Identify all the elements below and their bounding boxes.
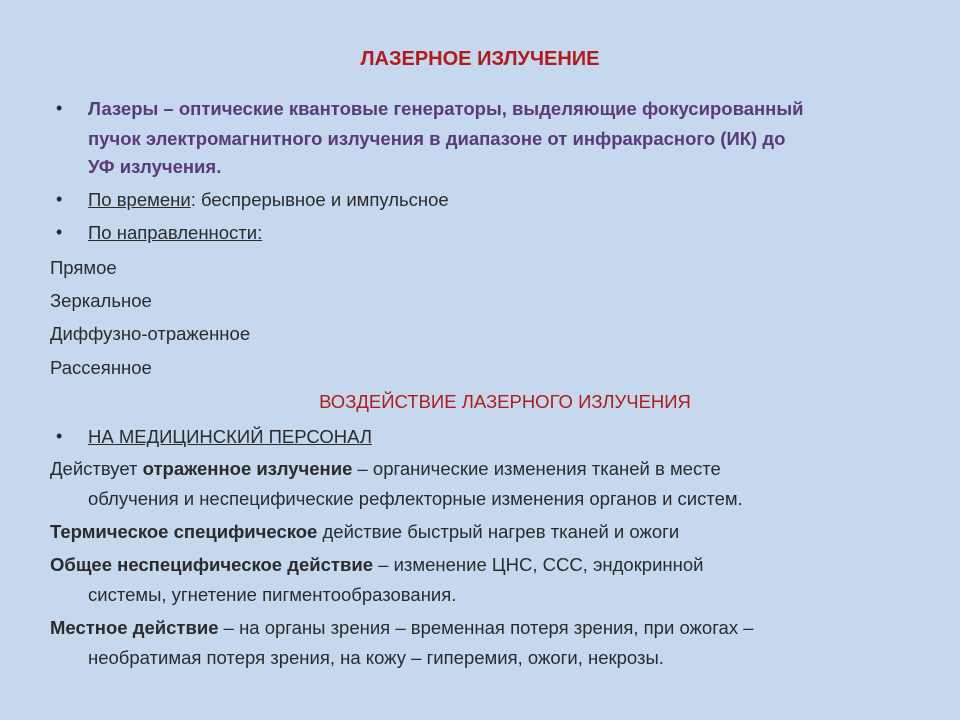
effect-thermal-line bbox=[50, 519, 679, 545]
effect-general-post: – изменение ЦНС, ССС, эндокринной bbox=[373, 554, 704, 575]
effect-local-bold: Местное действие bbox=[50, 617, 219, 638]
personnel-heading: НА МЕДИЦИНСКИЙ ПЕРСОНАЛ bbox=[88, 426, 372, 447]
direction-item: Прямое bbox=[50, 257, 117, 278]
effect-reflected-line-2: облучения и неспецифические рефлекторные изменения органов и систем. bbox=[88, 488, 743, 509]
effect-general-line-2: системы, угнетение пигментообразования. bbox=[88, 584, 457, 605]
direction-item: Диффузно-отраженное bbox=[50, 323, 251, 344]
direction-item: Зеркальное bbox=[50, 290, 152, 311]
bullet-marker: • bbox=[56, 189, 63, 209]
intro-line-2: пучок электромагнитного излучения в диапазоне от инфракрасного (ИК) до bbox=[88, 128, 786, 149]
effect-general-bold: Общее неспецифическое действие bbox=[50, 554, 374, 575]
slide-title: ЛАЗЕРНОЕ ИЗЛУЧЕНИЕ bbox=[360, 48, 600, 70]
effect-reflected-pre: Действует bbox=[50, 458, 143, 479]
intro-line-1: Лазеры – оптические квантовые генераторы, выделяющие фокусированный bbox=[88, 98, 804, 119]
effect-reflected-post: – органические изменения тканей в месте bbox=[352, 458, 721, 479]
direction-item: Рассеянное bbox=[50, 357, 152, 378]
bullet-marker: • bbox=[56, 98, 63, 118]
intro-line-3: УФ излучения. bbox=[88, 156, 222, 177]
effect-reflected-line-1 bbox=[50, 456, 721, 482]
effect-local-line-2: необратимая потеря зрения, на кожу – гиперемия, ожоги, некрозы. bbox=[88, 647, 664, 668]
section-subtitle: ВОЗДЕЙСТВИЕ ЛАЗЕРНОГО ИЗЛУЧЕНИЯ bbox=[319, 391, 691, 412]
effect-reflected-bold: отраженное излучение bbox=[142, 458, 353, 479]
bullet-marker: • bbox=[56, 222, 63, 242]
effect-thermal-bold: Термическое специфическое bbox=[50, 521, 318, 542]
bullet-marker: • bbox=[56, 426, 63, 446]
direction-line bbox=[88, 220, 262, 246]
time-label: По времени bbox=[88, 189, 191, 210]
effect-local-post: – на органы зрения – временная потеря зрения, при ожогах – bbox=[218, 617, 754, 638]
time-line bbox=[88, 187, 449, 213]
time-text: : беспрерывное и импульсное bbox=[190, 189, 449, 210]
effect-general-line-1 bbox=[50, 552, 703, 578]
direction-label: По направленности: bbox=[88, 222, 263, 243]
effect-thermal-post: действие быстрый нагрев тканей и ожоги bbox=[317, 521, 680, 542]
effect-local-line-1 bbox=[50, 615, 754, 641]
